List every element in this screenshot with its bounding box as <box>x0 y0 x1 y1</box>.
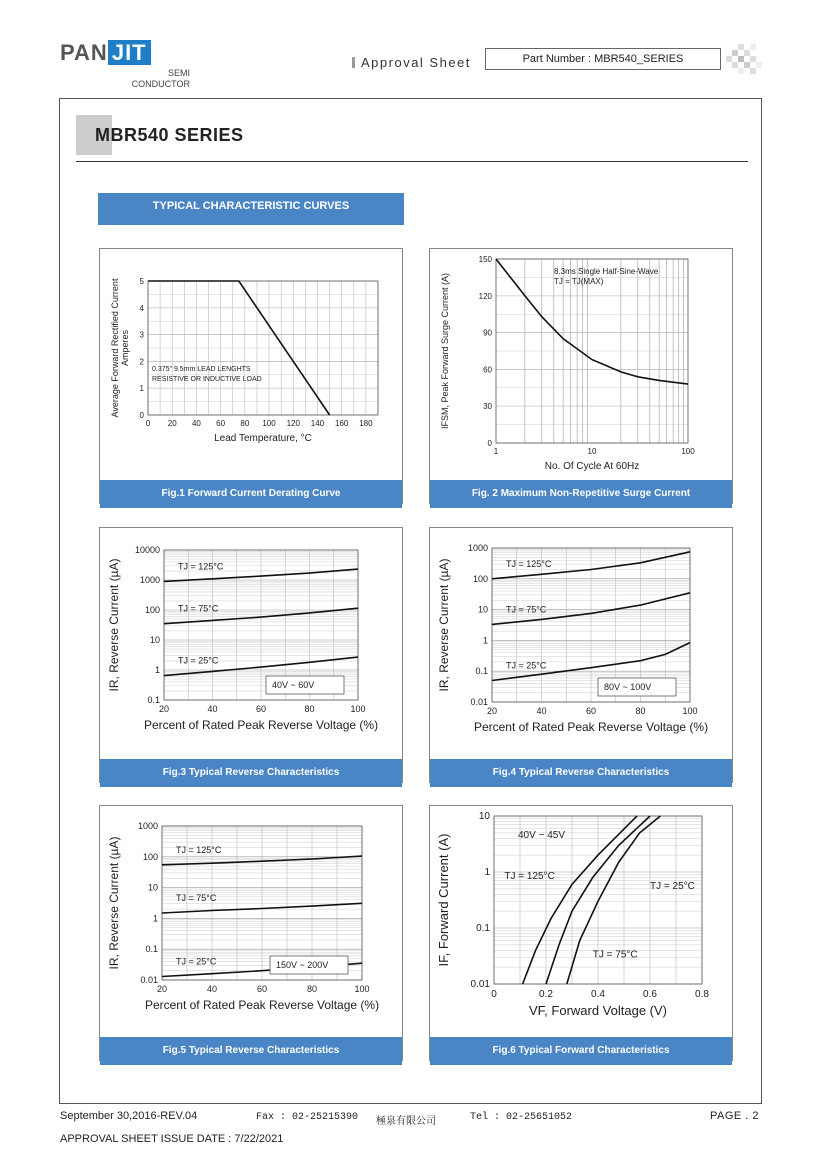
logo-sub-conductor: CONDUCTOR <box>131 79 190 89</box>
y-tick-label: 10 <box>478 811 490 822</box>
x-tick-label: 0 <box>491 989 497 1000</box>
series-label: TJ = 125°C <box>178 561 224 572</box>
series-label: TJ = 125°C <box>504 870 555 882</box>
annotation-text: 150V ~ 200V <box>276 960 329 970</box>
y-tick-label: 100 <box>142 851 158 862</box>
annotation-text: 40V ~ 45V <box>518 830 565 841</box>
fig6-chart <box>430 806 732 1032</box>
y-tick-label: 1000 <box>467 543 488 553</box>
y-tick-label: 1 <box>482 635 488 646</box>
y-axis-label: IR, Reverse Current (µA) <box>437 558 451 692</box>
fig1-caption: Fig.1 Forward Current Derating Curve <box>100 480 402 508</box>
y-tick-label: 1000 <box>139 575 160 585</box>
y-tick-label: 1 <box>152 913 158 924</box>
y-tick-label: 10 <box>147 882 158 893</box>
x-tick-label: 40 <box>536 706 547 716</box>
x-axis-label: Percent of Rated Peak Reverse Voltage (%) <box>143 718 379 732</box>
x-tick-label: 80 <box>306 984 318 994</box>
x-tick-label: 20 <box>158 704 170 714</box>
series-label: TJ = 125°C <box>506 558 552 569</box>
x-tick-label: 20 <box>486 706 498 716</box>
y-tick-label: 0 <box>487 439 492 448</box>
page-title: MBR540 SERIES <box>95 125 244 145</box>
y-tick-label: 150 <box>478 255 492 264</box>
y-tick-label: 4 <box>139 303 144 313</box>
x-tick-label: 40 <box>191 419 201 428</box>
y-tick-label: 120 <box>478 291 492 301</box>
x-tick-label: 100 <box>682 706 698 716</box>
logo-pan: PAN <box>60 40 108 65</box>
fig3-caption: Fig.3 Typical Reverse Characteristics <box>100 759 402 787</box>
x-tick-label: 120 <box>286 419 300 428</box>
revision-date: September 30,2016-REV.04 <box>60 1110 198 1122</box>
x-tick-label: 40 <box>207 704 218 714</box>
part-number-box: Part Number : MBR540_SERIES <box>485 48 721 70</box>
fig2-chart <box>430 249 732 475</box>
x-tick-label: 10 <box>587 447 597 456</box>
x-tick-label: 40 <box>206 984 218 994</box>
annotation-text: 0.375" 9.5mm LEAD LENGHTS <box>152 365 251 373</box>
y-tick-label: 1 <box>484 867 490 878</box>
annotation-text: TJ = TJ(MAX) <box>554 277 604 286</box>
figure-5 <box>99 805 403 1061</box>
series-label: TJ = 125°C <box>176 844 222 855</box>
x-tick-label: 100 <box>262 419 276 428</box>
series-label: TJ = 75°C <box>176 892 217 903</box>
y-axis-label: Average Forward Rectified Current <box>110 278 120 418</box>
y-tick-label: 1000 <box>137 821 158 831</box>
x-tick-label: 60 <box>255 704 267 714</box>
x-tick-label: 60 <box>585 706 597 716</box>
y-axis-label: IFSM, Peak Forward Surge Current (A) <box>440 272 450 430</box>
y-axis-label: IF, Forward Current (A) <box>436 833 451 967</box>
x-tick-label: 60 <box>216 419 226 428</box>
x-tick-label: 0.6 <box>643 989 657 1000</box>
fig2-caption: Fig. 2 Maximum Non-Repetitive Surge Current <box>430 480 732 508</box>
series-label: TJ = 75°C <box>506 604 547 615</box>
y-tick-label: 2 <box>139 357 144 367</box>
y-tick-label: 0.1 <box>476 923 490 934</box>
y-tick-label: 0.01 <box>140 975 158 985</box>
series-label: TJ = 25°C <box>506 660 547 671</box>
title-rule <box>76 161 748 162</box>
x-tick-label: 20 <box>156 984 168 994</box>
annotation-text: 80V ~ 100V <box>604 682 652 692</box>
series-label: TJ = 25°C <box>178 655 219 666</box>
y-tick-label: 10000 <box>134 545 160 555</box>
figure-3 <box>99 527 403 783</box>
x-axis-label: Lead Temperature, °C <box>214 433 312 444</box>
y-axis-label: IR, Reverse Current (µA) <box>107 558 121 692</box>
y-tick-label: 0.1 <box>475 666 488 677</box>
y-tick-label: 0.1 <box>147 695 160 705</box>
fig1-chart <box>100 249 402 475</box>
y-tick-label: 0.01 <box>470 697 488 707</box>
logo-jit: JIT <box>108 40 151 65</box>
y-tick-label: 10 <box>149 635 160 645</box>
annotation-text: 8.3ms Single Half-Sine-Wave <box>554 267 659 276</box>
y-tick-label: 90 <box>483 328 492 338</box>
figure-2 <box>429 248 733 504</box>
section-header: TYPICAL CHARACTERISTIC CURVES <box>98 193 404 225</box>
y-tick-label: 30 <box>483 402 492 412</box>
annotation-text: RESISTIVE OR INDUCTIVE LOAD <box>152 375 262 383</box>
fig4-caption: Fig.4 Typical Reverse Characteristics <box>430 759 732 787</box>
x-axis-label: Percent of Rated Peak Reverse Voltage (%) <box>144 998 380 1012</box>
fig3-chart <box>100 528 402 754</box>
series-label: TJ = 75°C <box>178 603 219 614</box>
y-tick-label: 1 <box>154 665 160 675</box>
x-axis-label: No. Of Cycle At 60Hz <box>544 461 640 472</box>
x-axis-label: VF, Forward Voltage (V) <box>529 1003 667 1018</box>
y-tick-label: 0.1 <box>145 944 158 955</box>
fig4-chart <box>430 528 732 754</box>
x-tick-label: 100 <box>354 984 370 994</box>
logo-subtitle <box>120 68 190 90</box>
y-tick-label: 100 <box>472 573 488 584</box>
series-label: TJ = 25°C <box>176 956 217 967</box>
x-tick-label: 140 <box>310 419 325 428</box>
tel-number: Tel : 02-25651052 <box>470 1112 573 1123</box>
y-axis-label-line2: Amperes <box>120 329 130 367</box>
annotation-text: 40V ~ 60V <box>272 680 315 690</box>
x-tick-label: 80 <box>635 706 646 716</box>
approval-sheet-label: Approval Sheet <box>352 55 471 70</box>
y-tick-label: 3 <box>139 330 144 340</box>
y-tick-label: 5 <box>139 277 144 286</box>
x-tick-label: 100 <box>350 704 366 714</box>
x-tick-label: 80 <box>240 419 250 428</box>
x-tick-label: 100 <box>681 447 695 456</box>
checker-decoration-icon <box>726 44 762 80</box>
y-tick-label: 100 <box>144 605 160 615</box>
x-tick-label: 0.8 <box>695 989 709 1000</box>
x-tick-label: 0.4 <box>591 989 605 1000</box>
figure-6 <box>429 805 733 1061</box>
fax-number: Fax : 02-25215390 <box>256 1112 359 1123</box>
y-tick-label: 0.01 <box>470 979 490 990</box>
company-name: 極泉有限公司 <box>376 1117 436 1128</box>
y-axis-label: IR, Reverse Current (µA) <box>107 836 121 970</box>
figure-1 <box>99 248 403 504</box>
x-tick-label: 60 <box>256 984 268 994</box>
series-label: TJ = 75°C <box>592 949 638 961</box>
fig5-chart <box>100 806 402 1032</box>
x-axis-label: Percent of Rated Peak Reverse Voltage (%) <box>473 720 709 734</box>
fig5-caption: Fig.5 Typical Reverse Characteristics <box>100 1037 402 1065</box>
logo-sub-semi: SEMI <box>167 68 190 78</box>
y-tick-label: 60 <box>483 365 492 375</box>
company-logo <box>60 40 151 66</box>
x-tick-label: 20 <box>167 419 177 428</box>
y-tick-label: 0 <box>139 411 144 420</box>
series-label: TJ = 25°C <box>650 880 695 892</box>
page-number: PAGE . 2 <box>710 1110 760 1122</box>
x-tick-label: 1 <box>493 447 499 456</box>
x-tick-label: 80 <box>304 704 315 714</box>
fig6-caption: Fig.6 Typical Forward Characteristics <box>430 1037 732 1065</box>
x-tick-label: 0 <box>145 419 151 428</box>
y-tick-label: 1 <box>139 384 144 394</box>
x-tick-label: 160 <box>335 419 349 428</box>
y-tick-label: 10 <box>477 604 488 615</box>
x-tick-label: 0.2 <box>539 989 553 1000</box>
issue-date: APPROVAL SHEET ISSUE DATE : 7/22/2021 <box>60 1133 284 1145</box>
figure-4 <box>429 527 733 783</box>
x-tick-label: 180 <box>359 419 373 428</box>
